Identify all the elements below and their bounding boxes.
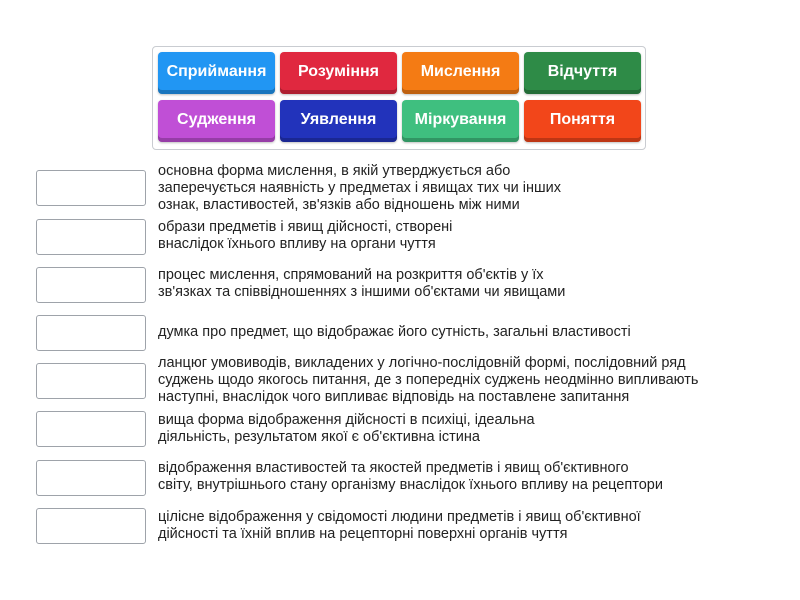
tile-sudzhennia[interactable]: Судження bbox=[158, 100, 275, 142]
tile-vidchuttia[interactable]: Відчуття bbox=[524, 52, 641, 94]
drop-box-5[interactable] bbox=[36, 363, 146, 399]
drop-box-3[interactable] bbox=[36, 267, 146, 303]
drop-box-4[interactable] bbox=[36, 315, 146, 351]
drop-box-7[interactable] bbox=[36, 460, 146, 496]
definition-2: образи предметів і явищ дійсності, створені внаслідок їхнього впливу на органи чуття bbox=[158, 219, 453, 252]
definition-1: основна форма мислення, в якій утверджується або заперечується наявність у предметах і явищах тих чи інших ознак, властивостей, зв'язків або відношень між ними bbox=[158, 163, 561, 213]
definition-4: думка про предмет, що відображає його сутність, загальні властивості bbox=[158, 324, 631, 340]
drop-box-6[interactable] bbox=[36, 411, 146, 447]
tile-mirkuvannia[interactable]: Міркування bbox=[402, 100, 519, 142]
definition-7: відображення властивостей та якостей предметів і явищ об'єктивного світу, внутрішнього стану організму внаслідок їхнього впливу на рецептори bbox=[158, 460, 663, 493]
tile-spryimannia[interactable]: Сприймання bbox=[158, 52, 275, 94]
definition-5: ланцюг умовиводів, викладених у логічно-послідовній формі, послідовний ряд суджень щодо якогось питання, де з попередніх суджень неодмінно випливають наступні, внаслідок чого випливає відповідь на поставлене запитання bbox=[158, 355, 699, 405]
definition-3: процес мислення, спрямований на розкриття об'єктів у їх зв'язках та співвідношеннях з іншими об'єктами чи явищами bbox=[158, 267, 566, 300]
tile-uiavlennia[interactable]: Уявлення bbox=[280, 100, 397, 142]
tile-myslennia[interactable]: Мислення bbox=[402, 52, 519, 94]
definition-8: цілісне відображення у свідомості людини предметів і явищ об'єктивної дійсності та їхній вплив на рецепторні поверхні органів чуття bbox=[158, 509, 641, 542]
tile-rozuminnia[interactable]: Розуміння bbox=[280, 52, 397, 94]
tile-poniattia[interactable]: Поняття bbox=[524, 100, 641, 142]
drop-box-8[interactable] bbox=[36, 508, 146, 544]
definition-6: вища форма відображення дійсності в психіці, ідеальна діяльність, результатом якої є об'єктивна істина bbox=[158, 412, 535, 445]
drop-box-1[interactable] bbox=[36, 170, 146, 206]
drop-box-2[interactable] bbox=[36, 219, 146, 255]
